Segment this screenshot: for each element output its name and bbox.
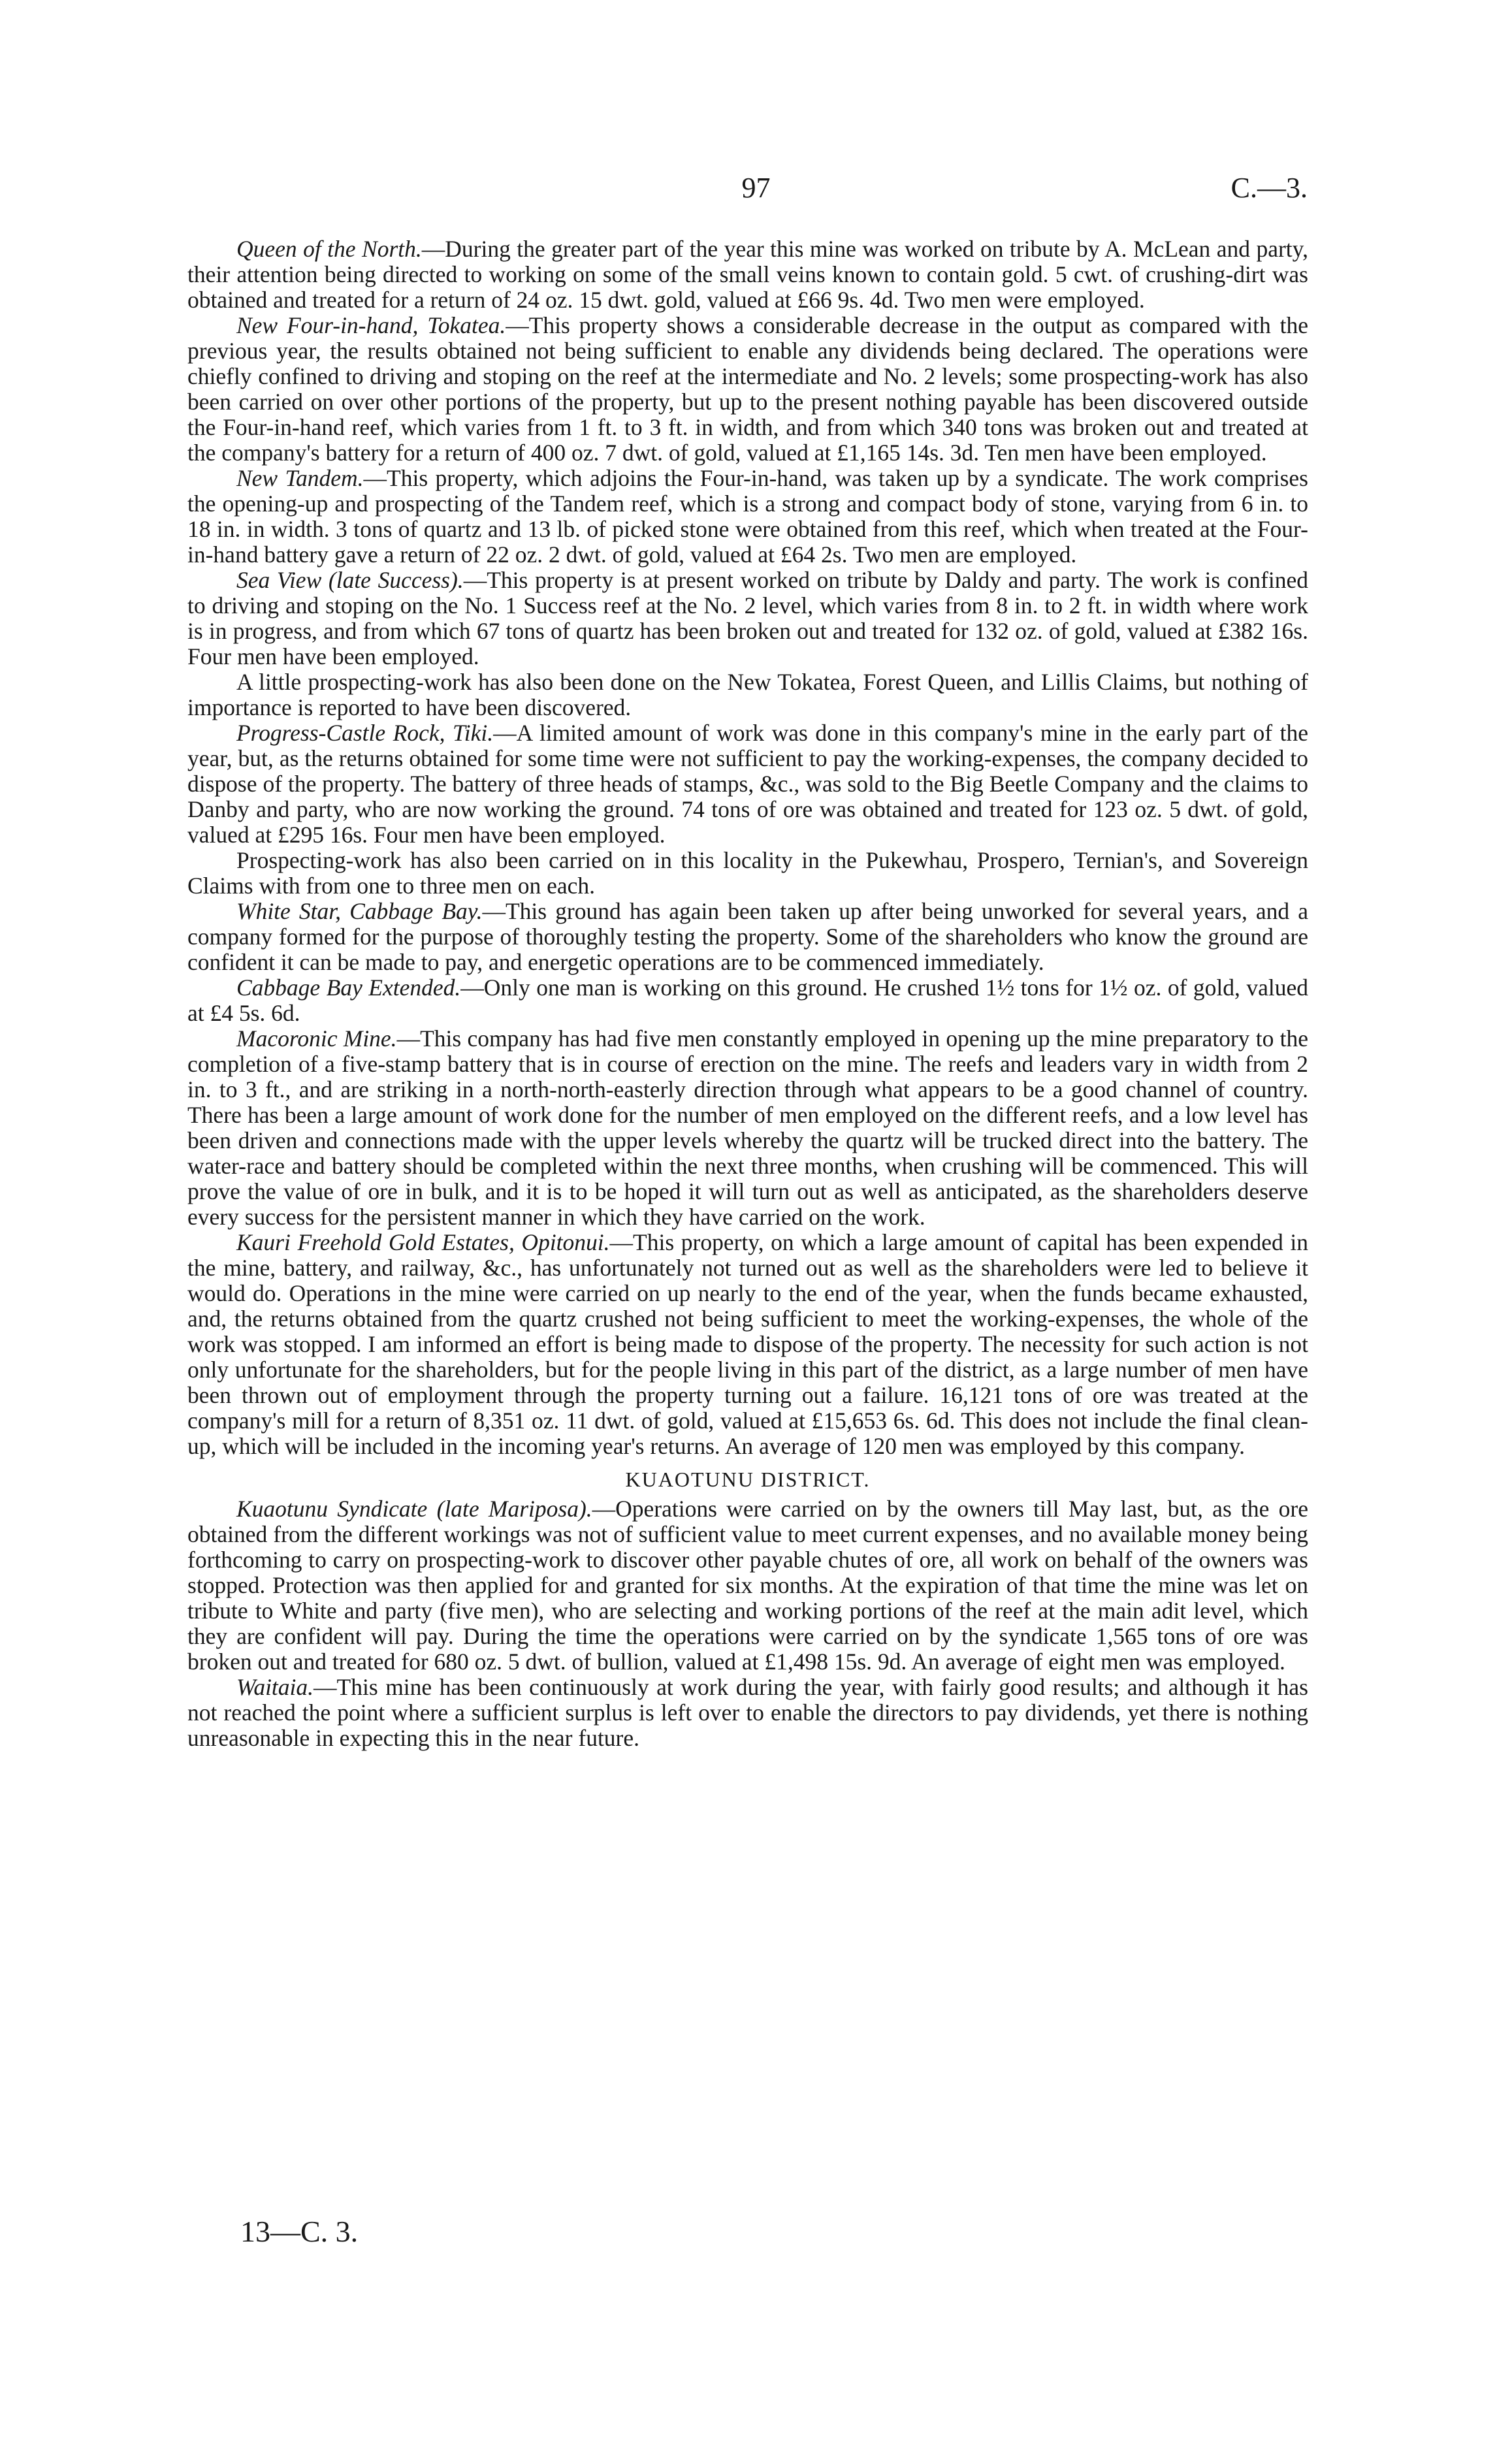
page-number: 97 [741,172,771,204]
paragraph-text: —This mine has been continuously at work during the year, with fairly good results; and although it has not reached the point where a sufficient surplus is left over to enable the directors to pay dividends, yet there is nothing unreasonable in expecting this in the near future. [187,1674,1308,1751]
paragraph-text: —This company has had five men constantly employed in opening up the mine preparatory to the completion of a five-stamp battery that is in course of erection on the mine. The reefs and leaders vary in width from 2 in. to 3 ft., and are striking in a north-north-easterly direction through what appears to be a good channel of country. There has been a large amount of work done for the number of men employed on the different reefs, and a low level has been driven and connections made with the upper levels whereby the quartz will be trucked direct into the battery. The water-race and battery should be completed within the next three months, when crushing will be commenced. This will prove the value of ore in bulk, and it is to be hoped it will turn out as well as anticipated, as the shareholders deserve every success for the persistent manner in which they have carried on the work. [187,1025,1308,1230]
paragraph-title: Sea View (late Success). [236,567,464,593]
paragraph [187,1026,1308,1230]
paragraph [187,975,1308,1026]
paragraph [187,848,1308,899]
paragraph [187,1675,1308,1751]
paragraph-text: —During the greater part of the year this mine was worked on tribute by A. McLean and party, their attention being directed to working on some of the small veins known to contain gold. 5 cwt. of crushing-dirt was obtained and treated for a return of 24 oz. 15 dwt. gold, valued at £66 9s. 4d. Two men were employed. [187,236,1308,313]
paragraph-title: Kuaotunu Syndicate (late Mariposa). [236,1496,592,1522]
report-body [187,236,1308,1751]
paragraph [187,1230,1308,1459]
paragraph-text: —A limited amount of work was done in this company's mine in the early part of the year, but, as the returns obtained for some time were not sufficient to pay the working-expenses, the company decided to dispose of the property. The battery of three heads of stamps, &c., was sold to the Big Beetle Company and the claims to Danby and party, who are now working the ground. 74 tons of ore was obtained and treated for 123 oz. 5 dwt. of gold, valued at £295 16s. Four men have been employed. [187,720,1308,848]
paragraph-text: —This property, which adjoins the Four-in-hand, was taken up by a syndicate. The work comprises the opening-up and prospecting of the Tandem reef, which is a strong and compact body of stone, varying from 6 in. to 18 in. in width. 3 tons of quartz and 13 lb. of picked stone were obtained from this reef, which when treated at the Four-in-hand battery gave a return of 22 oz. 2 dwt. of gold, valued at £64 2s. Two men are employed. [187,465,1309,568]
paragraph-text: —This property shows a considerable decrease in the output as compared with the previous year, the results obtained not being sufficient to enable any dividends being declared. The operations were chiefly confined to driving and stoping on the reef at the intermediate and No. 2 levels; some prospecting-work has also been carried on over other portions of the property, but up to the present nothing payable has been discovered outside the Four-in-hand reef, which varies from 1 ft. to 3 ft. in width, and from which 340 tons was broken out and treated at the company's battery for a return of 400 oz. 7 dwt. of gold, valued at £1,165 14s. 3d. Ten men have been employed. [187,312,1308,466]
paragraph [187,313,1308,466]
paragraph [187,568,1308,669]
document-reference: C.—3. [1231,172,1308,204]
printer-signature: 13—C. 3. [240,2215,359,2248]
paragraph [187,669,1308,720]
paragraph [187,236,1308,313]
paragraph-title: Queen of the North. [236,236,422,262]
paragraph-title: White Star, Cabbage Bay. [236,898,483,924]
paragraph [187,1496,1308,1675]
paragraph-title: New Four-in-hand, Tokatea. [236,312,506,338]
paragraph-text: —Only one man is working on this ground. He crushed 1½ tons for 1½ oz. of gold, valued at £4 5s. 6d. [187,974,1308,1026]
paragraph-text: A little prospecting-work has also been done on the New Tokatea, Forest Queen, and Lillis Claims, but nothing of importance is reported to have been discovered. [187,669,1308,720]
paragraph-text: —This property, on which a large amount of capital has been expended in the mine, battery, and railway, &c., has unfortunately not turned out as well as the shareholders were led to believe it would do. Operations in the mine were carried on up nearly to the end of the year, when the funds became exhausted, and, the returns obtained from the quartz crushed not being sufficient to meet the working-expenses, the whole of the work was stopped. I am informed an effort is being made to dispose of the property. The necessity for such action is not only unfortunate for the shareholders, but for the people living in this part of the district, as a large number of men have been thrown out of employment through the property turning out a failure. 16,121 tons of ore was treated at the company's mill for a return of 8,351 oz. 11 dwt. of gold, valued at £15,653 6s. 6d. This does not include the final clean-up, which will be included in the incoming year's returns. An average of 120 men was employed by this company. [187,1229,1308,1459]
paragraph-title: Cabbage Bay Extended. [236,974,461,1001]
paragraph-text: —This ground has again been taken up after being unworked for several years, and a company formed for the purpose of thoroughly testing the property. Some of the shareholders who know the ground are confident it can be made to pay, and energetic operations are to be commenced immediately. [187,898,1308,975]
paragraph [187,466,1308,568]
paragraph-title: Waitaia. [236,1674,314,1700]
paragraph [187,899,1308,975]
paragraph-text: Prospecting-work has also been carried on in this locality in the Pukewhau, Prospero, Ternian's, and Sovereign Claims with from one to three men on each. [187,847,1308,899]
paragraph [187,720,1308,848]
paragraph-text: —Operations were carried on by the owners till May last, but, as the ore obtained from the different workings was not of sufficient value to meet current expenses, and no available money being forthcoming to carry on prospecting-work to discover other payable chutes of ore, all work on behalf of the owners was stopped. Protection was then applied for and granted for six months. At the expiration of that time the mine was let on tribute to White and party (five men), who are selecting and working portions of the reef at the main adit level, which they are confident will pay. During the time the operations were carried on by the syndicate 1,565 tons of ore was broken out and treated for 680 oz. 5 dwt. of bullion, valued at £1,498 15s. 9d. An average of eight men was employed. [187,1496,1308,1675]
paragraph-title: Kauri Freehold Gold Estates, Opitonui. [236,1229,610,1255]
paragraph-text: —This property is at present worked on tribute by Daldy and party. The work is confined to driving and stoping on the No. 1 Success reef at the No. 2 level, which varies from 8 in. to 2 ft. in width where work is in progress, and from which 67 tons of quartz has been broken out and treated for 132 oz. of gold, valued at £382 16s. Four men have been employed. [187,567,1309,669]
paragraph-title: New Tandem. [236,465,364,491]
section-heading: KUAOTUNU DISTRICT. [625,1468,871,1491]
paragraph-title: Macoronic Mine. [236,1025,397,1052]
paragraph-title: Progress-Castle Rock, Tiki. [236,720,494,746]
